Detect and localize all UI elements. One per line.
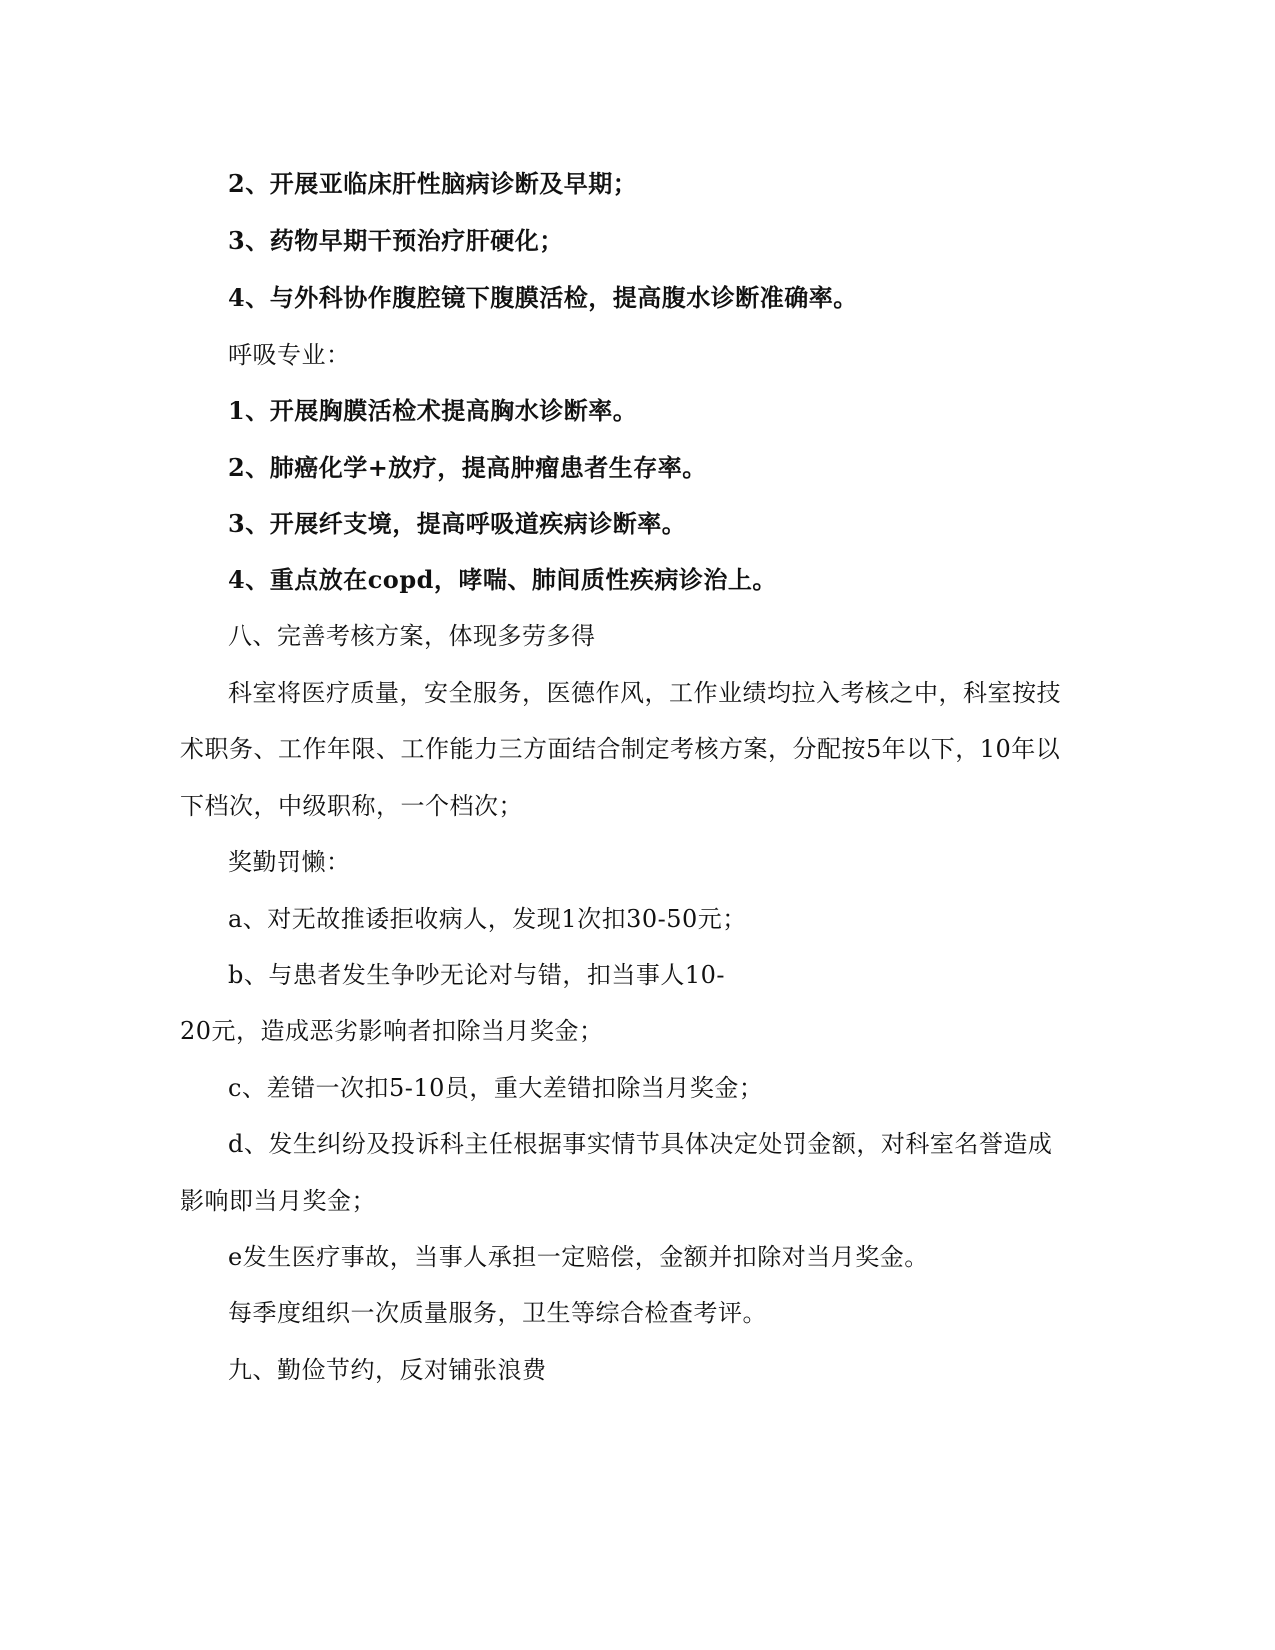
section8-paragraph-line-2: 术职务、工作年限、工作能力三方面结合制定考核方案，分配按5年以下，10年以 (180, 735, 1061, 763)
section8-heading: 八、完善考核方案，体现多劳多得 (228, 622, 596, 650)
rule-a: a、对无故推诿拒收病人，发现1次扣30-50元； (228, 905, 747, 933)
rule-b-line-1: b、与患者发生争吵无论对与错，扣当事人10- (228, 961, 726, 989)
quarterly-review: 每季度组织一次质量服务，卫生等综合检查考评。 (228, 1299, 767, 1327)
respiratory-item-2: 2、肺癌化学+放疗，提高肿瘤患者生存率。 (228, 453, 707, 482)
respiratory-item-1: 1、开展胸膜活检术提高胸水诊断率。 (228, 396, 638, 425)
liver-item-2: 2、开展亚临床肝性脑病诊断及早期； (228, 169, 638, 198)
rule-c: c、差错一次扣5-10员，重大差错扣除当月奖金； (228, 1074, 764, 1102)
respiratory-item-4: 4、重点放在copd，哮喘、肺间质性疾病诊治上。 (228, 565, 777, 594)
rule-d-line-1: d、发生纠纷及投诉科主任根据事实情节具体决定处罚金额，对科室名誉造成 (228, 1130, 1053, 1158)
rule-b-line-2: 20元，造成恶劣影响者扣除当月奖金； (180, 1017, 604, 1045)
respiratory-heading: 呼吸专业： (228, 341, 351, 369)
reward-heading: 奖勤罚懒： (228, 848, 351, 876)
liver-item-4: 4、与外科协作腹腔镜下腹膜活检，提高腹水诊断准确率。 (228, 283, 858, 312)
section8-paragraph-line-3: 下档次，中级职称，一个档次； (180, 792, 523, 820)
respiratory-item-3: 3、开展纤支境，提高呼吸道疾病诊断率。 (228, 509, 687, 538)
liver-item-3: 3、药物早期干预治疗肝硬化； (228, 226, 564, 255)
rule-e: e发生医疗事故，当事人承担一定赔偿，金额并扣除对当月奖金。 (228, 1243, 929, 1271)
rule-d-line-2: 影响即当月奖金； (180, 1187, 376, 1215)
section8-paragraph-line-1: 科室将医疗质量，安全服务，医德作风，工作业绩均拉入考核之中，科室按技 (228, 679, 1061, 707)
section9-heading: 九、勤俭节约，反对铺张浪费 (228, 1356, 547, 1384)
